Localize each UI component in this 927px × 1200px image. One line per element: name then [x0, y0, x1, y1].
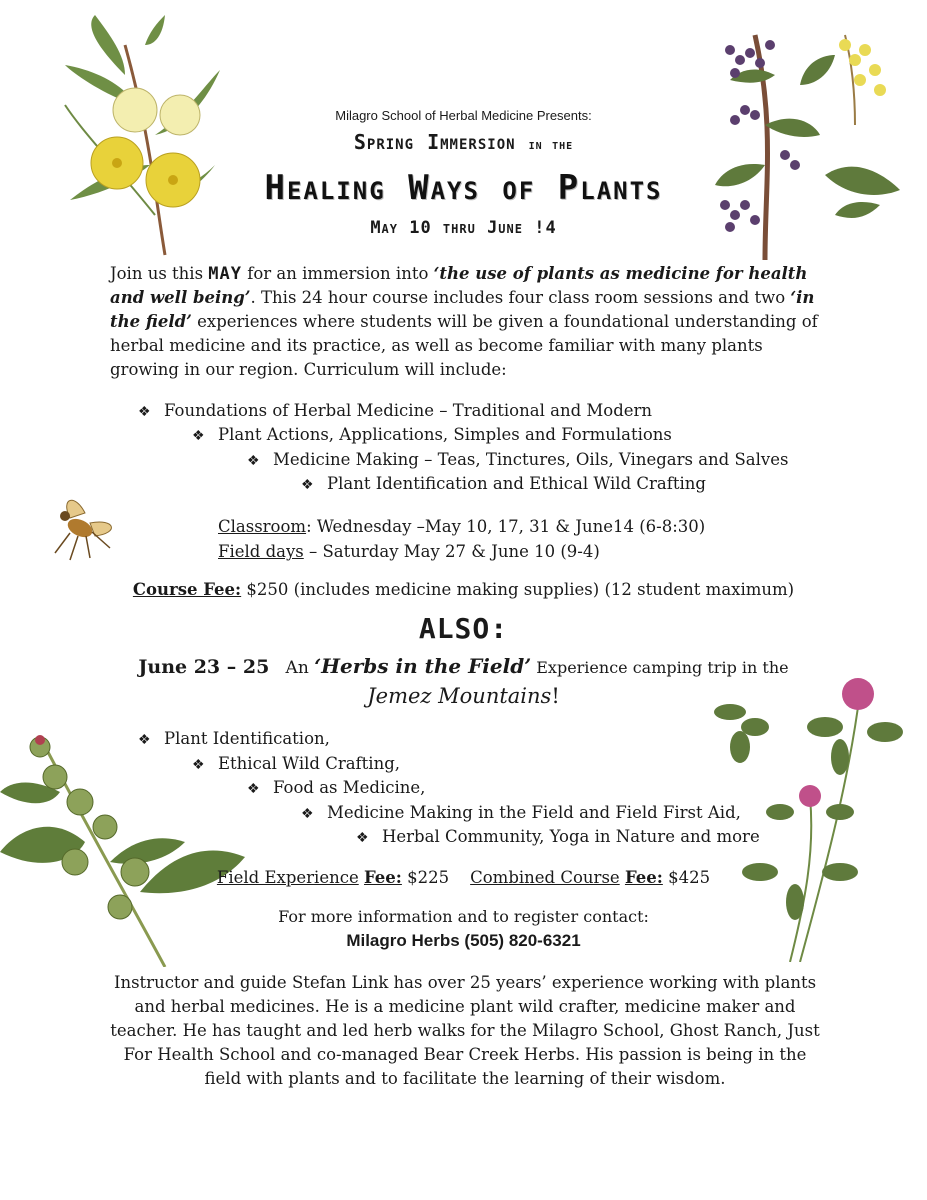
course-fee [0, 580, 927, 599]
list-item-text: Medicine Making in the Field and Field First Aid, [327, 803, 741, 822]
title-spring-immersion [0, 130, 927, 154]
field-days-text: – Saturday May 27 & June 10 (9-4) [303, 542, 600, 561]
bullet-icon: ❖ [192, 757, 205, 773]
bullet-icon: ❖ [192, 428, 205, 444]
intro-emphasis-2: ‘in the field’ [110, 288, 815, 331]
trip-dates: June 23 – 25 [138, 656, 270, 678]
list-item [301, 803, 741, 822]
contact-text: For more information and to register contact: [278, 907, 649, 926]
field-fee-label-bold: Fee: [363, 868, 402, 887]
list-item-text: Herbal Community, Yoga in Nature and more [382, 827, 760, 846]
schedule-classroom [218, 514, 705, 539]
bullet-icon: ❖ [301, 806, 314, 822]
bullet-icon: ❖ [301, 477, 314, 493]
intro-paragraph [110, 262, 830, 382]
instructor-bio: Instructor and guide Stefan Link has over 25 years’ experience working with plants and herbal medicines. He is a medicine plant wild crafter, medicine maker and teacher. He has taught and led herb walks for the Milagro School, Ghost Ranch, Just For Health School and co-managed Bear Creek Herbs. His passion is being in the field with plants and to facilitate the learning of their wisdom. [110, 973, 820, 1088]
title-part2: in the [528, 137, 574, 153]
bullet-icon: ❖ [138, 732, 151, 748]
list-item [138, 729, 330, 748]
list-item-text: Medicine Making – Teas, Tinctures, Oils, Vinegars and Salves [273, 450, 789, 469]
page-title: Healing Ways of Plants [264, 168, 663, 208]
intro-text-2: for an immersion into [242, 264, 434, 283]
trip-name: ‘Herbs in the Field’ [314, 654, 532, 678]
date-range: May 10 thru June !4 [370, 218, 557, 238]
also-heading: ALSO: [418, 612, 509, 645]
trip-desc: Experience camping trip in the [531, 658, 789, 677]
trip-line [0, 654, 927, 678]
schedule-field-days [218, 539, 600, 564]
title-part1: Spring Immersion [353, 130, 516, 154]
combined-fee-label: Combined Course [470, 868, 620, 887]
bullet-icon: ❖ [247, 781, 260, 797]
list-item-text: Plant Identification and Ethical Wild Crafting [327, 474, 706, 493]
list-item [301, 474, 706, 493]
bullet-icon: ❖ [356, 830, 369, 846]
intro-text-4: experiences where students will be given a foundational understanding of herbal medicine and its practice, as well as become familiar with many plants growing in our region. Curriculum will include: [110, 312, 818, 379]
course-fee-label: Course Fee: [132, 580, 242, 599]
intro-emphasis-1: ‘the use of plants as medicine for health and well being’ [110, 264, 808, 307]
list-item-text: Plant Identification, [164, 729, 330, 748]
trip-bang: ! [551, 684, 560, 708]
classroom-label: Classroom [218, 517, 307, 536]
list-item [138, 401, 652, 420]
list-item [247, 450, 788, 469]
intro-text-1: Join us this [110, 264, 209, 283]
intro-may: MAY [208, 264, 243, 284]
fly-insect-illustration [40, 488, 125, 568]
combined-fee-value: $425 [662, 868, 711, 887]
contact-phone: Milagro Herbs (505) 820-6321 [346, 931, 581, 950]
bullet-icon: ❖ [138, 404, 151, 420]
field-fee-label: Field Experience [216, 868, 359, 887]
trip-place-name: Jemez Mountains [367, 684, 552, 708]
presenter-line: Milagro School of Herbal Medicine Presents: [335, 108, 592, 123]
trip-an: An [285, 658, 309, 678]
list-item [247, 778, 425, 797]
list-item [192, 754, 400, 773]
combined-fee-label-bold: Fee: [624, 868, 663, 887]
list-item [192, 425, 672, 444]
trip-place [0, 684, 927, 708]
field-fee-value: $225 [401, 868, 450, 887]
course-fee-text: $250 (includes medicine making supplies) (12 student maximum) [241, 580, 795, 599]
list-item [356, 827, 760, 846]
bullet-icon: ❖ [247, 453, 260, 469]
list-item-text: Ethical Wild Crafting, [218, 754, 401, 773]
list-item-text: Food as Medicine, [273, 778, 426, 797]
list-item-text: Plant Actions, Applications, Simples and Formulations [218, 425, 672, 444]
list-item-text: Foundations of Herbal Medicine – Traditional and Modern [164, 401, 653, 420]
classroom-text: : Wednesday –May 10, 17, 31 & June14 (6-8:30) [306, 517, 706, 536]
trip-fees [0, 868, 927, 887]
field-days-label: Field days [218, 542, 304, 561]
intro-text-3: . This 24 hour course includes four class room sessions and two [250, 288, 791, 307]
